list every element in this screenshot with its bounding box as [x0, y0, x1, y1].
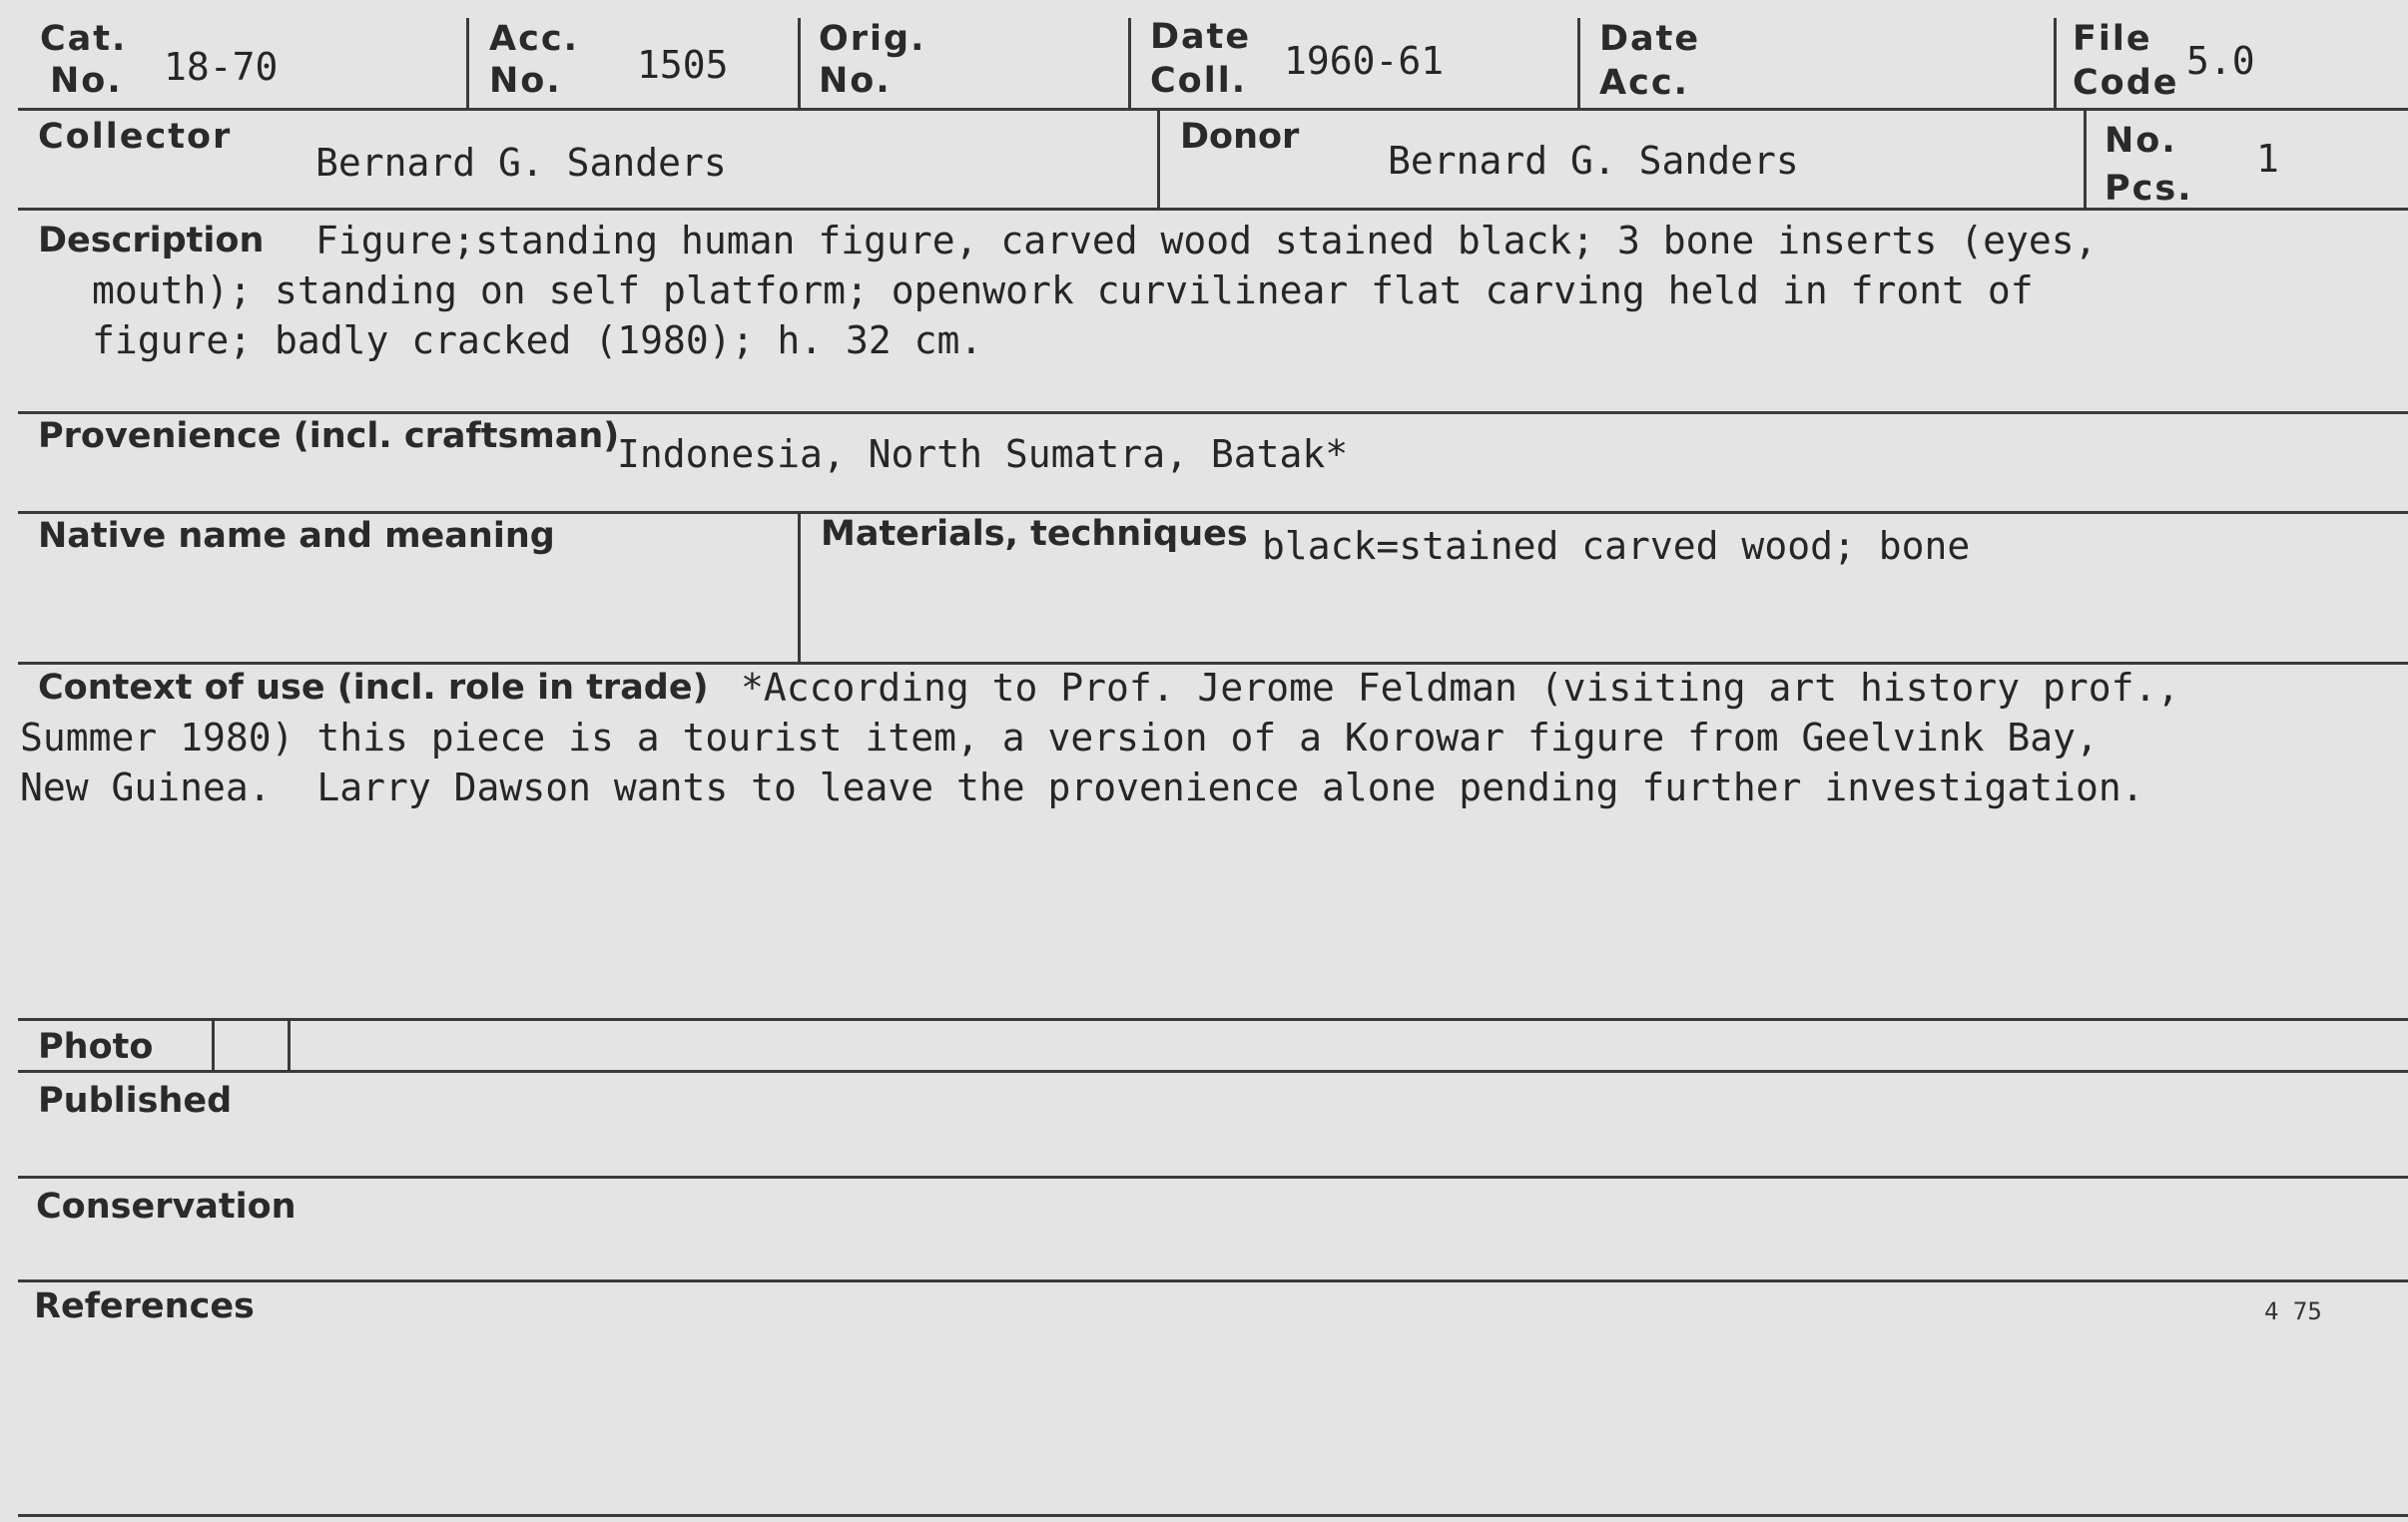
published-label: Published: [38, 1081, 233, 1121]
context-label: Context of use (incl. role in trade): [38, 668, 709, 708]
provenience-label: Provenience (incl. craftsman): [38, 416, 620, 456]
cat-no-label-1: Cat.: [40, 19, 128, 59]
materials-value: black=stained carved wood; bone: [1262, 524, 1971, 568]
form-code: 4 75: [2264, 1297, 2322, 1325]
date-coll-label-1: Date: [1150, 17, 1252, 57]
date-coll-value: 1960-61: [1284, 39, 1445, 83]
cat-no-value: 18-70: [164, 45, 279, 89]
rule-v-native: [798, 511, 801, 664]
references-label: References: [34, 1286, 255, 1326]
conservation-label: Conservation: [36, 1187, 297, 1227]
file-code-label-2: Code: [2073, 63, 2179, 103]
date-acc-label-1: Date: [1599, 19, 1701, 59]
pieces-label-1: No.: [2105, 121, 2177, 161]
collector-label: Collector: [38, 117, 233, 157]
date-coll-label-2: Coll.: [1150, 61, 1248, 101]
donor-label: Donor: [1180, 117, 1300, 157]
rule-published-bottom: [18, 1176, 2408, 1179]
rule-v-photo1: [212, 1020, 215, 1072]
provenience-value: Indonesia, North Sumatra, Batak*: [617, 432, 1349, 476]
donor-value: Bernard G. Sanders: [1388, 139, 1799, 183]
rule-v-datecoll: [1577, 18, 1580, 110]
rule-v-dateacc: [2054, 18, 2057, 110]
description-line-2: mouth); standing on self platform; openwork curvilinear flat carving held in front of: [92, 268, 2034, 312]
rule-v-collector: [1157, 110, 1160, 210]
file-code-value: 5.0: [2186, 39, 2255, 83]
collector-value: Bernard G. Sanders: [315, 141, 727, 185]
rule-v-donor: [2084, 110, 2087, 210]
rule-v-photo2: [288, 1020, 291, 1072]
orig-no-label-1: Orig.: [819, 19, 926, 59]
rule-card-bottom: [18, 1514, 2408, 1517]
file-code-label-1: File: [2073, 19, 2152, 59]
description-line-1: Figure;standing human figure, carved wood stained black; 3 bone inserts (eyes,: [315, 219, 2098, 262]
orig-no-label-2: No.: [819, 61, 892, 101]
materials-label: Materials, techniques: [821, 514, 1248, 554]
rule-v-acc: [798, 18, 801, 110]
photo-label: Photo: [38, 1027, 154, 1067]
rule-header-bottom: [18, 108, 2408, 111]
rule-conservation-bottom: [18, 1279, 2408, 1282]
context-line-2: Summer 1980) this piece is a tourist item, a version of a Korowar figure from Geelvink Bay,: [20, 716, 2099, 760]
cat-no-label-2: No.: [50, 61, 123, 101]
acc-no-label-2: No.: [489, 61, 562, 101]
context-line-1: *According to Prof. Jerome Feldman (visiting art history prof.,: [741, 666, 2180, 710]
rule-photo-bottom: [18, 1070, 2408, 1073]
pieces-label-2: Pcs.: [2105, 169, 2193, 209]
pieces-value: 1: [2256, 137, 2279, 181]
description-label: Description: [38, 221, 265, 260]
acc-no-value: 1505: [637, 43, 729, 87]
rule-v-orig: [1128, 18, 1131, 110]
description-line-3: figure; badly cracked (1980); h. 32 cm.: [92, 318, 983, 362]
rule-photo-top: [18, 1018, 2408, 1021]
native-name-label: Native name and meaning: [38, 516, 555, 556]
rule-collector-bottom: [18, 208, 2408, 211]
date-acc-label-2: Acc.: [1599, 63, 1689, 103]
acc-no-label-1: Acc.: [489, 19, 579, 59]
context-line-3: New Guinea. Larry Dawson wants to leave the provenience alone pending further investigation.: [20, 765, 2144, 809]
rule-v-cat: [466, 18, 469, 110]
